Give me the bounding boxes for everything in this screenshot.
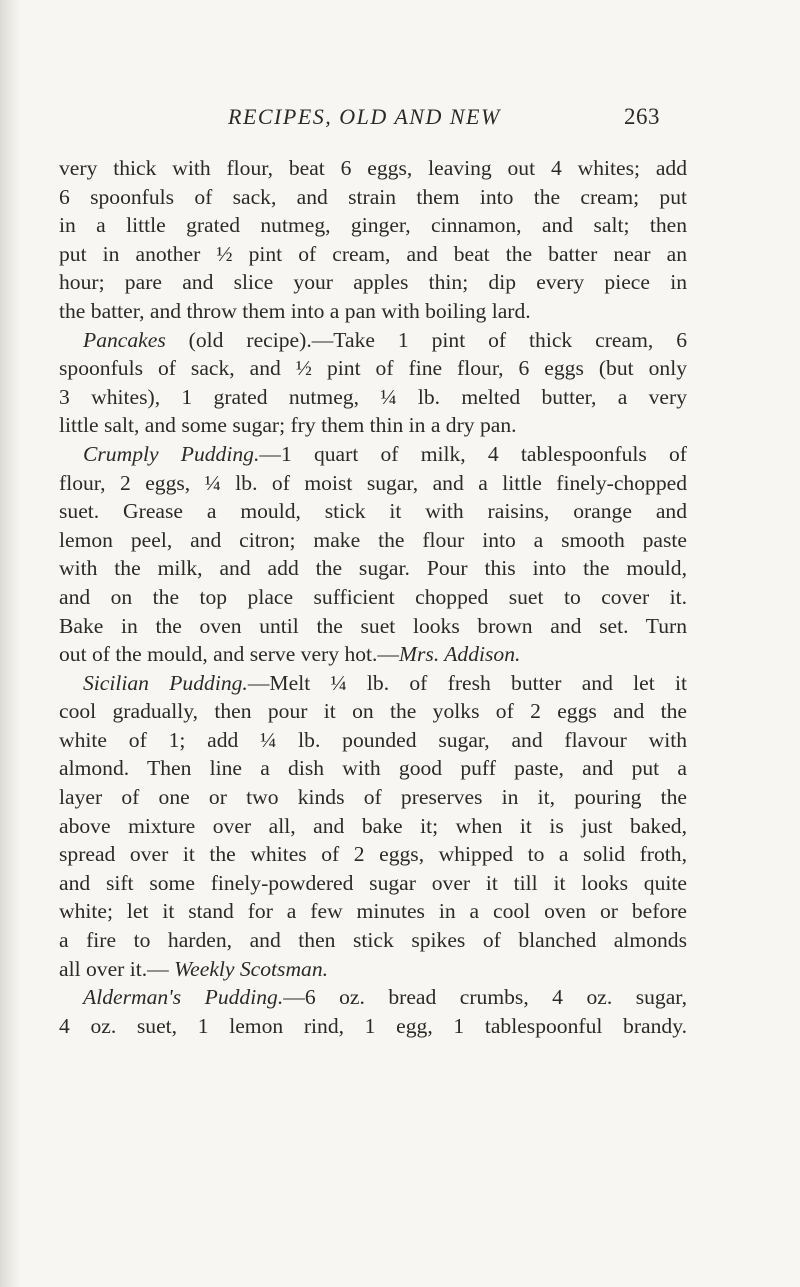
text-run: almond. Then line a dish with good puff paste, and put a bbox=[59, 756, 687, 781]
text-line bbox=[59, 526, 687, 555]
text-line bbox=[59, 583, 687, 612]
text-run: the batter, and throw them into a pan with boiling lard. bbox=[59, 298, 531, 323]
page-number: 263 bbox=[624, 104, 660, 129]
text-run: Bake in the oven until the suet looks brown and set. Turn bbox=[59, 613, 687, 638]
text-line bbox=[59, 411, 687, 440]
text-run: hour; pare and slice your apples thin; dip every piece in bbox=[59, 270, 687, 295]
text-line bbox=[59, 268, 687, 297]
text-run: white; let it stand for a few minutes in a cool oven or before bbox=[59, 899, 687, 924]
text-line bbox=[59, 297, 687, 326]
text-line bbox=[59, 869, 687, 898]
page-header bbox=[0, 104, 800, 140]
text-line bbox=[59, 897, 687, 926]
italic-text: Pancakes bbox=[83, 327, 166, 352]
text-line bbox=[59, 783, 687, 812]
text-run: out of the mould, and serve very hot.— bbox=[59, 642, 400, 667]
text-line bbox=[59, 697, 687, 726]
text-run: —Melt ¼ lb. of fresh butter and let it bbox=[247, 670, 687, 695]
text-line bbox=[59, 726, 687, 755]
text-line bbox=[59, 240, 687, 269]
text-line bbox=[59, 354, 687, 383]
text-line bbox=[59, 983, 687, 1012]
text-run: lemon peel, and citron; make the flour into a smooth paste bbox=[59, 527, 687, 552]
text-line bbox=[59, 183, 687, 212]
text-run: and sift some finely-powdered sugar over it till it looks quite bbox=[59, 870, 687, 895]
text-run: in a little grated nutmeg, ginger, cinnamon, and salt; then bbox=[59, 213, 687, 238]
text-run: flour, 2 eggs, ¼ lb. of moist sugar, and a little finely-chopped bbox=[59, 470, 687, 495]
text-line bbox=[59, 612, 687, 641]
text-line bbox=[59, 955, 687, 984]
text-line bbox=[59, 497, 687, 526]
italic-text: Alderman's Pudding. bbox=[83, 985, 284, 1010]
text-line bbox=[59, 669, 687, 698]
text-run: suet. Grease a mould, stick it with raisins, orange and bbox=[59, 499, 687, 524]
running-title: RECIPES, OLD AND NEW bbox=[228, 104, 501, 129]
text-line bbox=[59, 640, 687, 669]
text-run: and on the top place sufficient chopped suet to cover it. bbox=[59, 584, 687, 609]
text-run: spoonfuls of sack, and ½ pint of fine flour, 6 eggs (but only bbox=[59, 356, 687, 381]
text-line bbox=[59, 211, 687, 240]
text-run: all over it.— bbox=[59, 956, 175, 981]
text-line bbox=[59, 154, 687, 183]
text-line bbox=[59, 326, 687, 355]
text-line bbox=[59, 926, 687, 955]
text-run: little salt, and some sugar; fry them thin in a dry pan. bbox=[59, 413, 517, 438]
text-run: put in another ½ pint of cream, and beat the batter near an bbox=[59, 241, 687, 266]
page-edge-shadow bbox=[0, 0, 22, 1287]
text-run: —1 quart of milk, 4 tablespoonfuls of bbox=[259, 441, 687, 466]
text-run: very thick with flour, beat 6 eggs, leaving out 4 whites; add bbox=[59, 156, 687, 180]
text-line bbox=[59, 383, 687, 412]
text-line bbox=[59, 440, 687, 469]
italic-text: Crumply Pudding. bbox=[83, 441, 260, 466]
text-run: 6 spoonfuls of sack, and strain them into the cream; put bbox=[59, 184, 687, 209]
text-line bbox=[59, 840, 687, 869]
text-run: above mixture over all, and bake it; when it is just baked, bbox=[59, 813, 687, 838]
text-run: spread over it the whites of 2 eggs, whipped to a solid froth, bbox=[59, 842, 687, 867]
text-run: —6 oz. bread crumbs, 4 oz. sugar, bbox=[283, 985, 688, 1010]
text-run: 4 oz. suet, 1 lemon rind, 1 egg, 1 tablespoonful brandy. bbox=[59, 1013, 687, 1038]
body-text bbox=[59, 154, 687, 1040]
text-run: white of 1; add ¼ lb. pounded sugar, and flavour with bbox=[59, 727, 687, 752]
text-run: with the milk, and add the sugar. Pour this into the mould, bbox=[59, 556, 687, 581]
text-line bbox=[59, 812, 687, 841]
italic-text: Mrs. Addison. bbox=[399, 642, 521, 667]
text-run: (old recipe).—Take 1 pint of thick cream, 6 bbox=[165, 327, 687, 352]
italic-text: Sicilian Pudding. bbox=[83, 670, 248, 695]
text-line bbox=[59, 554, 687, 583]
text-run: cool gradually, then pour it on the yolks of 2 eggs and the bbox=[59, 699, 687, 724]
text-run: a fire to harden, and then stick spikes of blanched almonds bbox=[59, 928, 687, 953]
text-line bbox=[59, 1012, 687, 1041]
text-line bbox=[59, 754, 687, 783]
text-run: 3 whites), 1 grated nutmeg, ¼ lb. melted butter, a very bbox=[59, 384, 687, 409]
text-run: layer of one or two kinds of preserves in it, pouring the bbox=[59, 785, 687, 810]
text-line bbox=[59, 469, 687, 498]
italic-text: Weekly Scotsman. bbox=[174, 956, 329, 981]
